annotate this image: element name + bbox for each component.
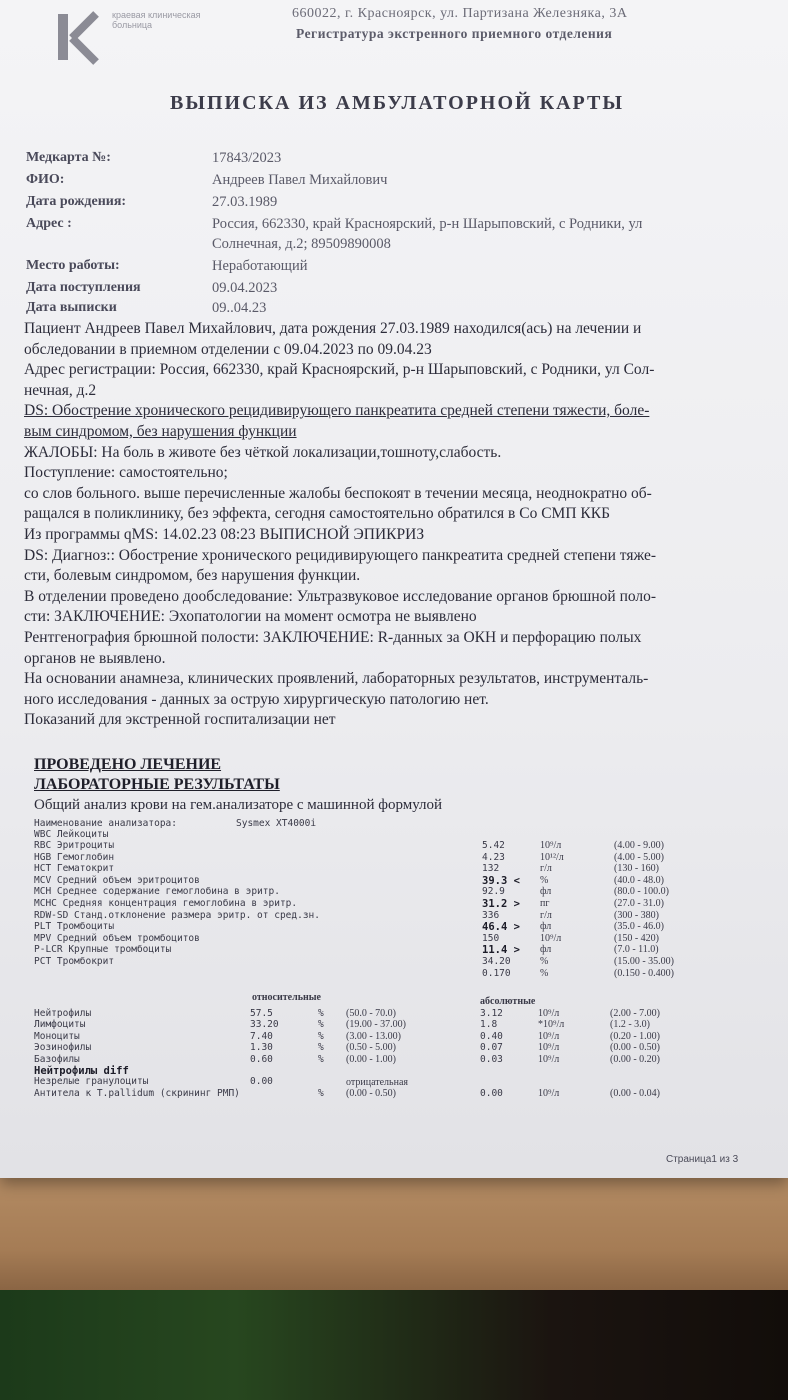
- cbc-value: 336: [482, 910, 500, 921]
- field-label: Место работы:: [26, 258, 120, 273]
- cbc-value: 0.170: [482, 968, 511, 979]
- cbc-unit: г/л: [540, 863, 552, 874]
- diff-relative-value: 0.60: [250, 1054, 273, 1065]
- cbc-value: 4.23: [482, 852, 505, 863]
- field-value: 27.03.1989: [212, 194, 278, 210]
- field-label: Адрес :: [26, 216, 72, 231]
- cbc-unit: %: [540, 968, 549, 979]
- diff-test-name: Моноциты: [34, 1031, 80, 1042]
- diff-absolute-value: 0.40: [480, 1031, 503, 1042]
- diff-absolute-ref: (1.2 - 3.0): [610, 1019, 650, 1030]
- cbc-test-name: MCHC Средняя концентрация гемоглобина в эритр.: [34, 898, 298, 909]
- treatment-heading: ПРОВЕДЕНО ЛЕЧЕНИЕ: [34, 756, 222, 773]
- field-label: Дата рождения:: [26, 194, 127, 209]
- cbc-test-name: PLT Тромбоциты: [34, 921, 115, 932]
- body-line: нечная, д.2: [24, 382, 97, 399]
- diff-absolute-value: 0.07: [480, 1042, 503, 1053]
- diff-relative-ref: (50.0 - 70.0): [346, 1008, 396, 1019]
- dark-floor-background: [0, 1290, 788, 1400]
- cbc-test-name: P-LCR Крупные тромбоциты: [34, 944, 172, 955]
- cbc-reference: (4.00 - 5.00): [614, 852, 664, 863]
- diff-absolute-value: 3.12: [480, 1008, 503, 1019]
- diff-unit: *10⁹/л: [538, 1019, 565, 1030]
- diff-absolute-value: 0.03: [480, 1054, 503, 1065]
- analyzer-name: Sysmex XT4000i: [236, 818, 317, 829]
- body-line: органов не выявлено.: [24, 650, 166, 667]
- body-line: DS: Диагноз:: Обострение хронического рецидивирующего панкреатита средней степени тяже-: [24, 547, 656, 564]
- body-line: DS: Обострение хронического рецидивирующего панкреатита средней степени тяжести, боле-: [24, 402, 650, 419]
- field-label: ФИО:: [26, 172, 65, 187]
- cbc-value: 92.9: [482, 886, 505, 897]
- cbc-value: 5.42: [482, 840, 505, 851]
- cbc-reference: (130 - 160): [614, 863, 659, 874]
- field-value: 09.04.2023: [212, 280, 278, 296]
- hospital-address: 660022, г. Красноярск, ул. Партизана Железняка, 3А: [292, 6, 628, 21]
- body-line: Поступление: самостоятельно;: [24, 464, 228, 481]
- negative-result: отрицательная: [346, 1077, 408, 1088]
- cbc-reference: (7.0 - 11.0): [614, 944, 659, 955]
- diff-absolute-ref: (0.20 - 1.00): [610, 1031, 660, 1042]
- diff-relative-value: 0.00: [250, 1076, 273, 1087]
- diff-test-name: Лимфоциты: [34, 1019, 86, 1030]
- cbc-reference: (300 - 380): [614, 910, 659, 921]
- field-value: Неработающий: [212, 258, 308, 274]
- cbc-reference: (35.0 - 46.0): [614, 921, 664, 932]
- cbc-unit: фл: [540, 944, 552, 955]
- cbc-test-name: HCT Гематокрит: [34, 863, 115, 874]
- field-label: Медкарта №:: [26, 150, 111, 165]
- absolute-header: абсолютные: [480, 996, 536, 1007]
- cbc-unit: фл: [540, 921, 552, 932]
- diff-percent: %: [318, 1031, 324, 1042]
- cbc-reference: (27.0 - 31.0): [614, 898, 664, 909]
- cbc-reference: (15.00 - 35.00): [614, 956, 674, 967]
- field-label: Дата поступления: [26, 280, 141, 295]
- cbc-value: 31.2 >: [482, 898, 520, 910]
- diff-test-name: Незрелые гранулоциты: [34, 1076, 149, 1087]
- cbc-title: Общий анализ крови на гем.анализаторе с машинной формулой: [34, 797, 443, 813]
- field-value: Андреев Павел Михайлович: [212, 172, 388, 188]
- diff-absolute-ref: (0.00 - 0.50): [610, 1042, 660, 1053]
- diff-percent: %: [318, 1042, 324, 1053]
- body-line: со слов больного. выше перечисленные жалобы беспокоят в течении месяца, неоднократно об-: [24, 485, 652, 502]
- cbc-reference: (40.0 - 48.0): [614, 875, 664, 886]
- diff-relative-ref: (19.00 - 37.00): [346, 1019, 406, 1030]
- body-line: обследовании в приемном отделении с 09.04.2023 по 09.04.23: [24, 341, 432, 358]
- body-line: ращался в поликлинику, без эффекта, сегодня самостоятельно обратился в Со СМП ККБ: [24, 505, 610, 522]
- lab-heading: ЛАБОРАТОРНЫЕ РЕЗУЛЬТАТЫ: [34, 776, 280, 793]
- cbc-unit: %: [540, 956, 549, 967]
- diff-percent: %: [318, 1019, 324, 1030]
- body-line: В отделении проведено дообследование: Ультразвуковое исследование органов брюшной поло-: [24, 588, 657, 605]
- cbc-unit: 10⁹/л: [540, 840, 562, 851]
- diff-absolute-value: 1.8: [480, 1019, 498, 1030]
- leuko-header: WBC Лейкоциты: [34, 829, 109, 840]
- cbc-test-name: RBC Эритроциты: [34, 840, 115, 851]
- cbc-test-name: RDW-SD Станд.отклонение размера эритр. от сред.зн.: [34, 910, 320, 921]
- cbc-test-name: MCV Средний объем эритроцитов: [34, 875, 200, 886]
- registry-name: Регистратура экстренного приемного отделения: [296, 26, 613, 41]
- diff-unit: 10⁹/л: [538, 1054, 560, 1065]
- cbc-value: 34.20: [482, 956, 511, 967]
- diff-relative-ref: (0.50 - 5.00): [346, 1042, 396, 1053]
- cbc-value: 46.4 >: [482, 921, 520, 933]
- hospital-logo-icon: [58, 14, 108, 60]
- cbc-value: 39.3 <: [482, 875, 520, 887]
- body-line: ного исследования - данных за острую хирургическую патологию нет.: [24, 691, 489, 708]
- cbc-reference: (80.0 - 100.0): [614, 886, 669, 897]
- cbc-value: 150: [482, 933, 500, 944]
- field-value: Россия, 662330, край Красноярский, р-н Шарыповский, с Родники, ул: [212, 216, 643, 232]
- body-line: На основании анамнеза, клинических проявлений, лабораторных результатов, инструменталь-: [24, 670, 649, 687]
- logo-text: краевая клиническая больница: [112, 10, 201, 30]
- document-title: ВЫПИСКА ИЗ АМБУЛАТОРНОЙ КАРТЫ: [170, 92, 624, 114]
- diff-relative-value: 57.5: [250, 1008, 273, 1019]
- diff-unit: 10⁹/л: [538, 1008, 560, 1019]
- field-label: Дата выписки: [26, 300, 117, 315]
- diff-unit: 10⁹/л: [538, 1031, 560, 1042]
- diff-absolute-value: 0.00: [480, 1088, 503, 1099]
- diff-absolute-ref: (0.00 - 0.20): [610, 1054, 660, 1065]
- relative-header: относительные: [252, 992, 321, 1003]
- cbc-test-name: MPV Средний объем тромбоцитов: [34, 933, 200, 944]
- body-line: Показаний для экстренной госпитализации нет: [24, 711, 336, 728]
- diff-absolute-ref: (0.00 - 0.04): [610, 1088, 660, 1099]
- diff-unit: 10⁹/л: [538, 1088, 560, 1099]
- diff-relative-ref: (0.00 - 0.50): [346, 1088, 396, 1099]
- body-line: Рентгенография брюшной полости: ЗАКЛЮЧЕНИЕ: R-данных за ОКН и перфорацию полых: [24, 629, 642, 646]
- diff-relative-value: 7.40: [250, 1031, 273, 1042]
- field-value: 09..04.23: [212, 300, 267, 316]
- cbc-unit: %: [540, 875, 549, 886]
- cbc-value: 132: [482, 863, 500, 874]
- body-line: ЖАЛОБЫ: На боль в животе без чёткой локализации,тошноту,слабость.: [24, 444, 502, 461]
- diff-unit: 10⁹/л: [538, 1042, 560, 1053]
- body-line: вым синдромом, без нарушения функции: [24, 423, 297, 440]
- diff-percent: %: [318, 1054, 324, 1065]
- cbc-test-name: MCH Среднее содержание гемоглобина в эритр.: [34, 886, 280, 897]
- diff-test-name: Антитела к T.pallidum (скрининг РМП): [34, 1088, 240, 1099]
- diff-test-name: Эозинофилы: [34, 1042, 92, 1053]
- diff-relative-value: 1.30: [250, 1042, 273, 1053]
- diff-relative-ref: (0.00 - 1.00): [346, 1054, 396, 1065]
- diff-relative-ref: (3.00 - 13.00): [346, 1031, 401, 1042]
- diff-percent: %: [318, 1008, 324, 1019]
- body-line: сти: ЗАКЛЮЧЕНИЕ: Эхопатологии на момент осмотра не выявлено: [24, 608, 477, 625]
- cbc-value: 11.4 >: [482, 944, 520, 956]
- cbc-test-name: PCT Тромбокрит: [34, 956, 115, 967]
- diff-absolute-ref: (2.00 - 7.00): [610, 1008, 660, 1019]
- cbc-unit: пг: [540, 898, 550, 909]
- cbc-unit: 10¹²/л: [540, 852, 564, 863]
- analyzer-label: Наименование анализатора:: [34, 818, 177, 829]
- body-line: Из программы qMS: 14.02.23 08:23 ВЫПИСНОЙ ЭПИКРИЗ: [24, 526, 425, 543]
- cbc-reference: (150 - 420): [614, 933, 659, 944]
- cbc-unit: фл: [540, 886, 552, 897]
- cbc-test-name: HGB Гемоглобин: [34, 852, 115, 863]
- cbc-unit: 10⁹/л: [540, 933, 562, 944]
- body-line: Адрес регистрации: Россия, 662330, край Красноярский, р-н Шарыповский, с Родники, ул Сол-: [24, 361, 655, 378]
- body-line: Пациент Андреев Павел Михайлович, дата рождения 27.03.1989 находился(ась) на лечении и: [24, 320, 642, 337]
- diff-test-name: Нейтрофилы diff: [34, 1065, 129, 1077]
- body-line: сти, болевым синдромом, без нарушения функции.: [24, 567, 361, 584]
- page-number: Страница1 из 3: [666, 1154, 739, 1165]
- cbc-reference: (0.150 - 0.400): [614, 968, 674, 979]
- cbc-reference: (4.00 - 9.00): [614, 840, 664, 851]
- cbc-unit: г/л: [540, 910, 552, 921]
- field-value-cont: Солнечная, д.2; 89509890008: [212, 236, 391, 252]
- diff-test-name: Нейтрофилы: [34, 1008, 92, 1019]
- diff-percent: %: [318, 1088, 324, 1099]
- diff-test-name: Базофилы: [34, 1054, 80, 1065]
- diff-relative-value: 33.20: [250, 1019, 279, 1030]
- field-value: 17843/2023: [212, 150, 282, 166]
